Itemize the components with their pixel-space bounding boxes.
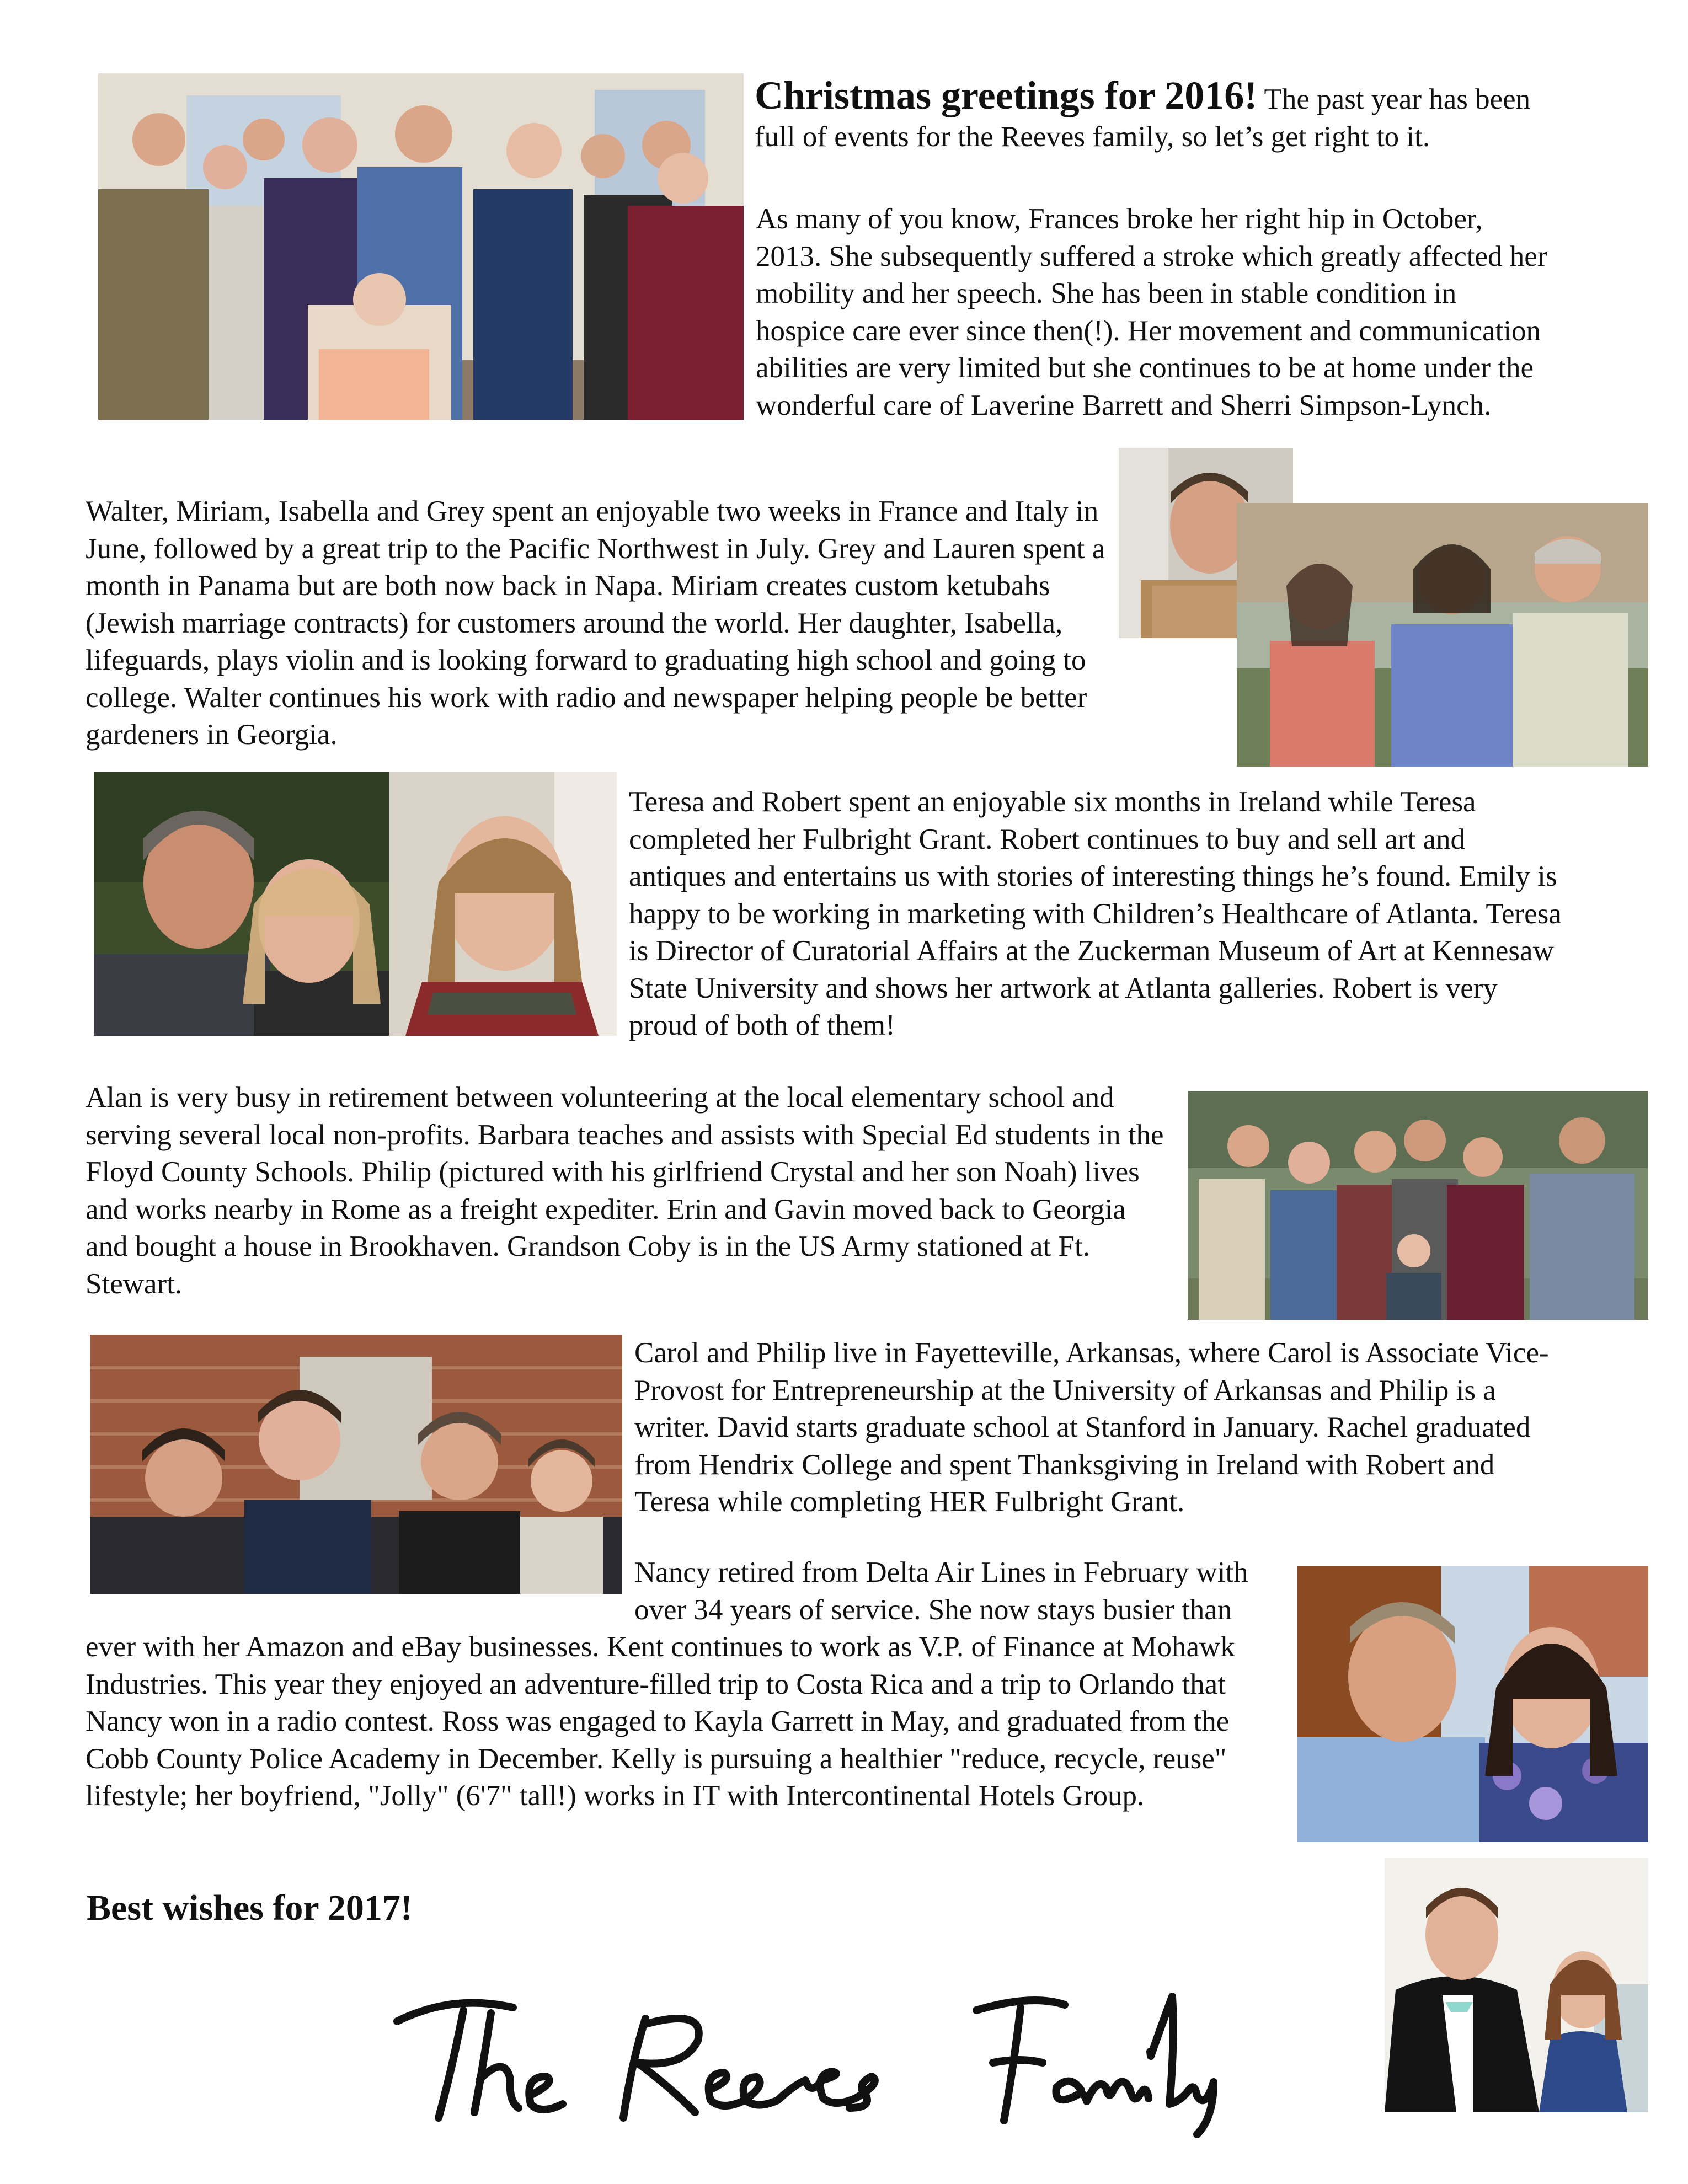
nancy-kent-photo xyxy=(1297,1566,1648,1842)
carol-family-photo xyxy=(90,1335,622,1594)
ross-kayla-photo xyxy=(1385,1858,1648,2112)
greeting-heading: Christmas greetings for 2016! xyxy=(755,73,1258,117)
walter-family-photo xyxy=(1237,503,1648,767)
carol-paragraph: Carol and Philip live in Fayetteville, Arkansas, where Carol is Associate Vice-Provost for Entrepreneurship at the University of Arkansas and Philip is a writer. David starts graduate school at Stanford in January. Rachel graduated from Hendrix College and spent Thanksgiving in Ireland with Robert and Teresa while completing HER Fulbright Grant. xyxy=(634,1337,1549,1518)
walter-paragraph: Walter, Miriam, Isabella and Grey spent an enjoyable two weeks in France and Italy in June, followed by a great trip to the Pacific Northwest in July. Grey and Lauren spent a month in Panama but are both now back in Napa. Miriam creates custom ketubahs (Jewish marriage contracts) for customers around the world. Her daughter, Isabella, lifeguards, plays violin and is looking forward to graduating high school and going to college. Walter continues his work with radio and newspaper helping people be better gardeners in Georgia. xyxy=(86,495,1105,751)
teresa-paragraph: Teresa and Robert spent an enjoyable six months in Ireland while Teresa completed her Fulbright Grant. Robert continues to buy and sell art and antiques and entertains us with stories of interesting things he’s found. Emily is happy to be working in marketing with Children’s Healthcare of Atlanta. Teresa is Director of Curatorial Affairs at the Zuckerman Museum of Art at Kennesaw State University and shows her artwork at Atlanta galleries. Robert is very proud of both of them! xyxy=(629,786,1562,1041)
nancy-paragraph-start: Nancy retired from Delta Air Lines in February with over 34 years of service. She now stays busier than xyxy=(634,1556,1248,1626)
alan-paragraph: Alan is very busy in retirement between volunteering at the local elementary school and serving several local non-profits. Barbara teaches and assists with Special Ed students in the Floyd County Schools. Philip (pictured with his girlfriend Crystal and her son Noah) lives and works nearby in Rome as a freight expediter. Erin and Gavin moved back to Georgia and bought a house in Brookhaven. Grandson Coby is in the US Army stationed at Ft. Stewart. xyxy=(86,1082,1164,1300)
emily-portrait-photo xyxy=(389,772,617,1036)
greeting-lead: The past year has been full of events for the Reeves family, so let’s get right to it. xyxy=(755,83,1531,153)
nancy-paragraph-rest: ever with her Amazon and eBay businesses. Kent continues to work as V.P. of Finance at Mohawk Industries. This year they enjoyed an adventure-filled trip to Costa Rica and a trip to Orlando that Nancy won in a radio contest. Ross was engaged to Kayla Garrett in May, and graduated from the Cobb County Police Academy in December. Kelly is pursuing a healthier "reduce, recycle, reuse" lifestyle; her boyfriend, "Jolly" (6'7" tall!) works in IT with Intercontinental Hotels Group. xyxy=(86,1631,1235,1812)
handwritten-signature xyxy=(386,1963,1247,2140)
alan-family-photo xyxy=(1188,1091,1648,1320)
frances-paragraph: As many of you know, Frances broke her right hip in October, 2013. She subsequently suffered a stroke which greatly affected her mobility and her speech. She has been in stable condition in hospice care ever since then(!). Her movement and communication abilities are very limited but she continues to be at home under the wonderful care of Laverine Barrett and Sherri Simpson-Lynch. xyxy=(756,203,1547,421)
closing-wishes: Best wishes for 2017! xyxy=(87,1888,413,1928)
intro-paragraph xyxy=(755,73,1560,156)
family-group-photo xyxy=(98,73,744,420)
robert-teresa-photo xyxy=(94,772,389,1036)
